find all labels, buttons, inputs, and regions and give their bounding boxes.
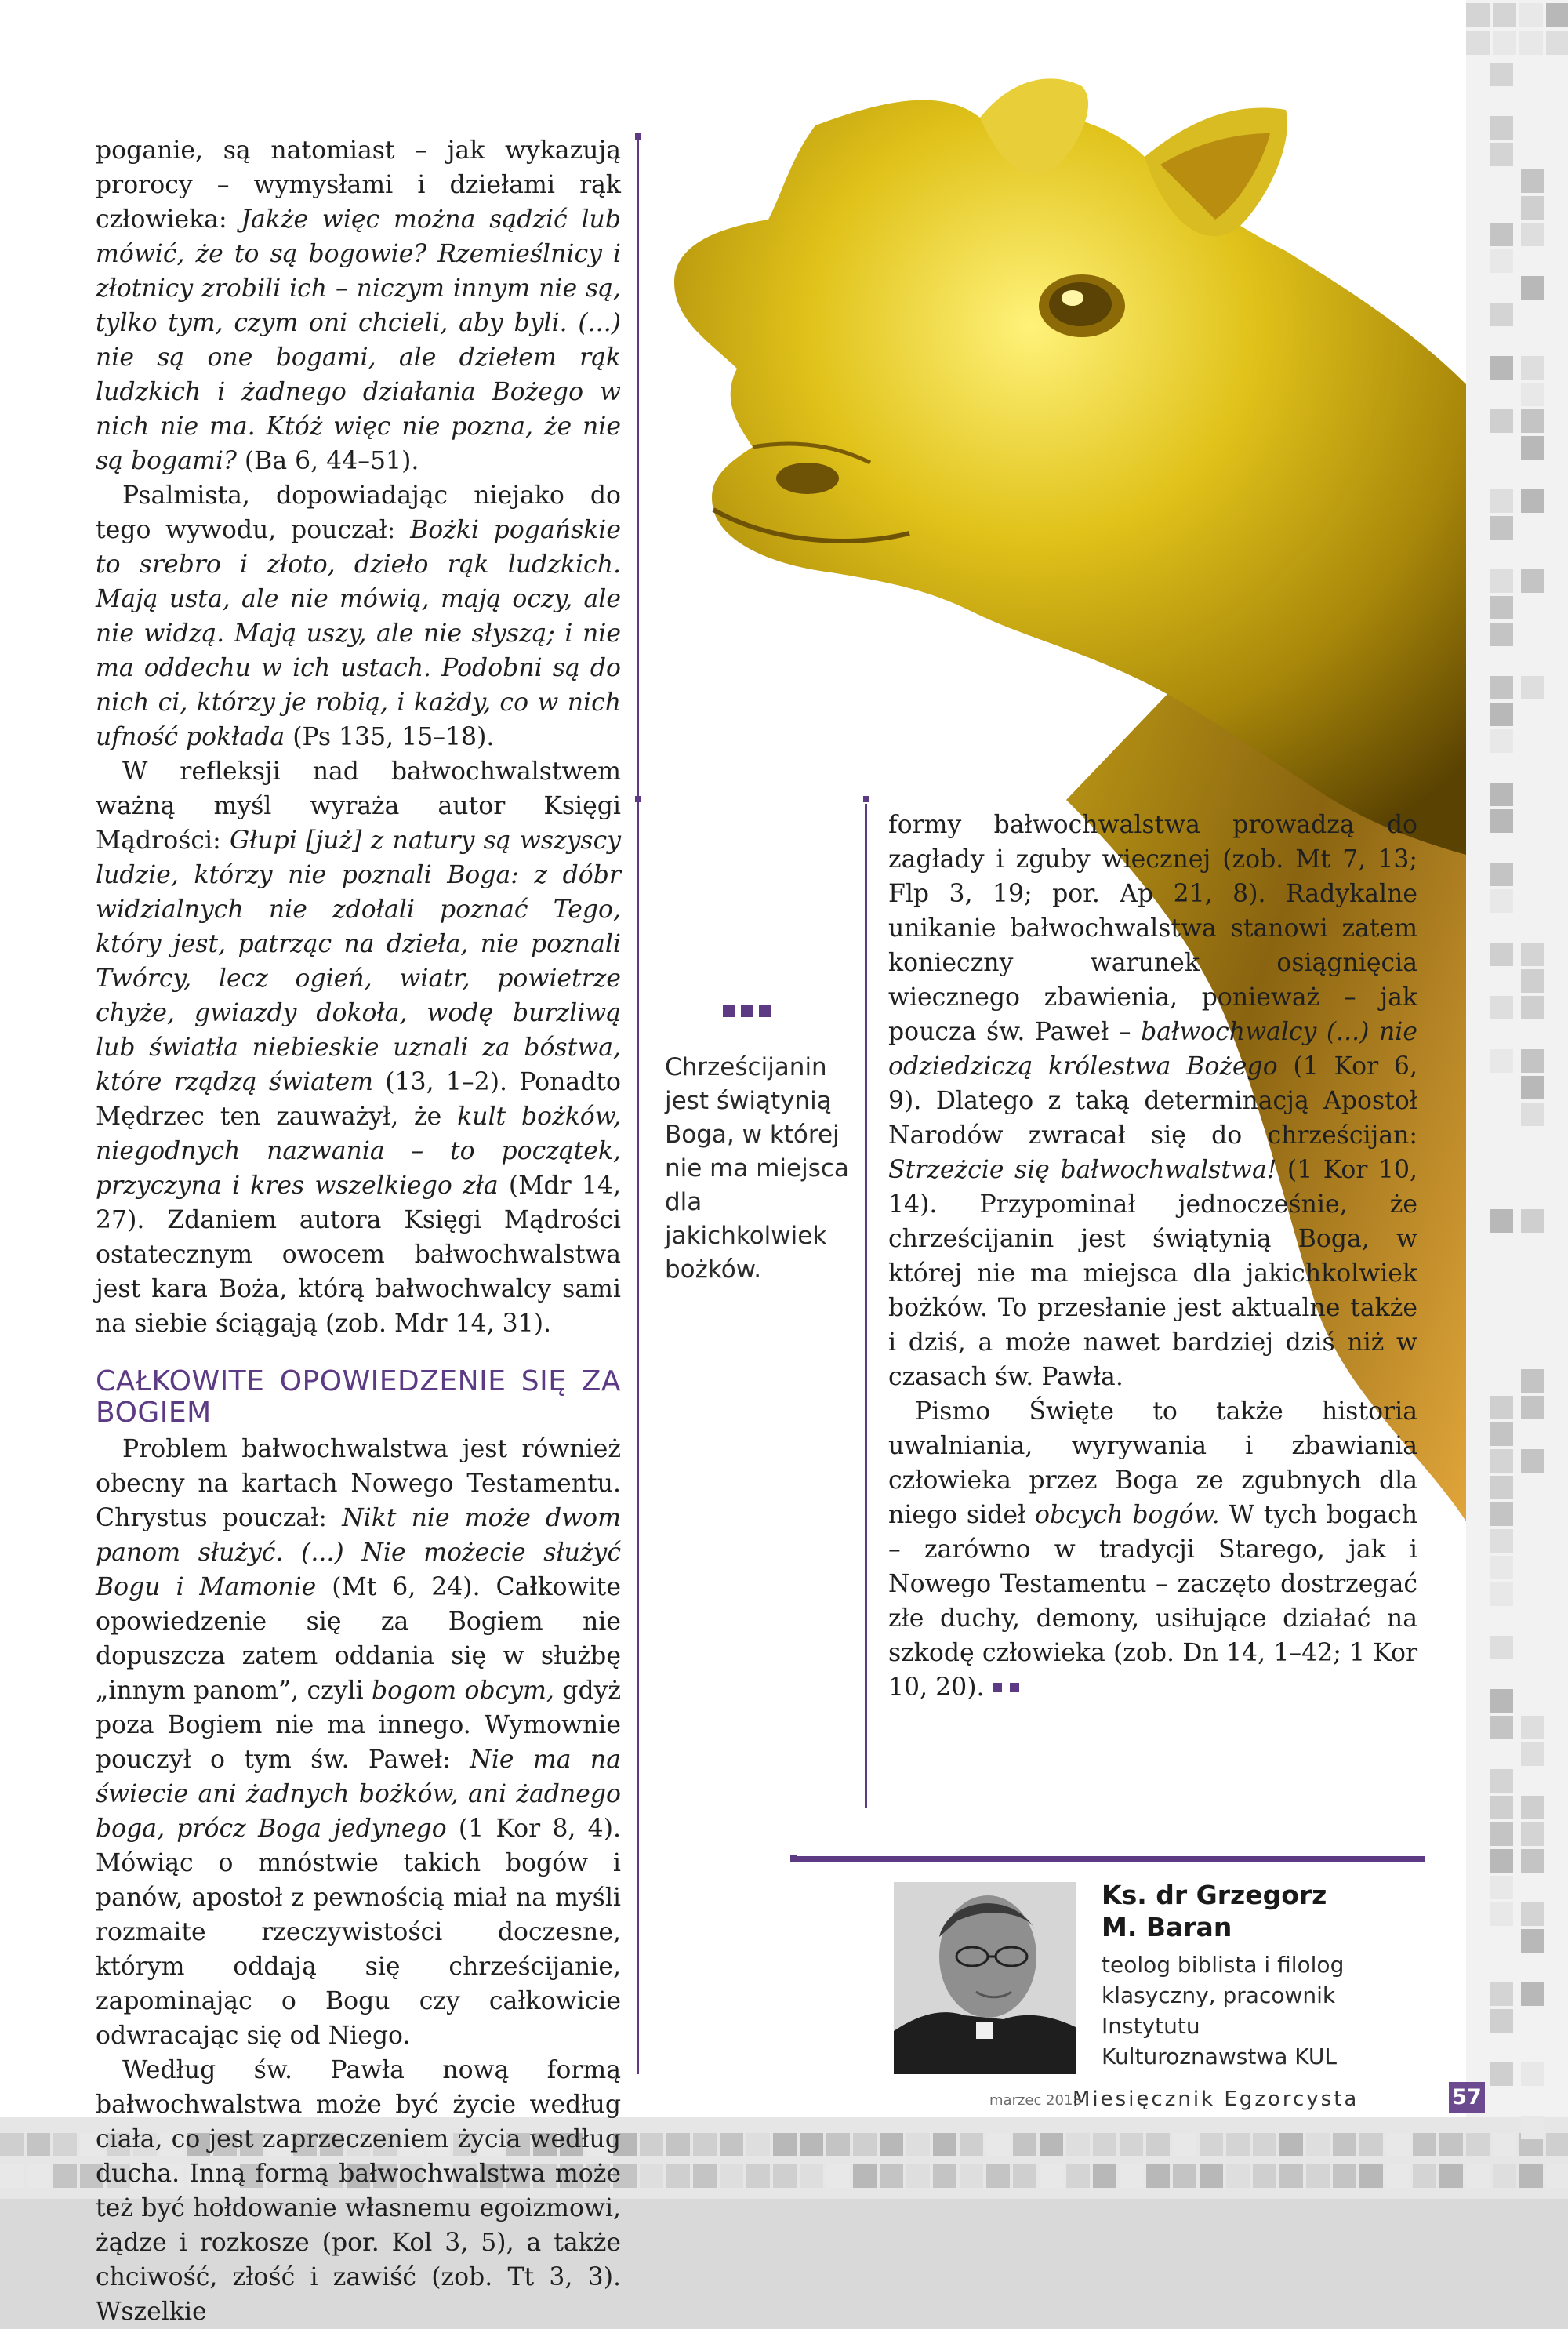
mosaic-tile — [746, 2133, 770, 2156]
mosaic-tile — [1093, 2133, 1116, 2156]
mosaic-tile — [1279, 2164, 1303, 2188]
mosaic-tile — [1490, 783, 1513, 806]
mosaic-tile — [1521, 1209, 1544, 1233]
rule-marker — [635, 133, 641, 140]
mosaic-tile — [1333, 2133, 1356, 2156]
mosaic-tile — [1521, 356, 1544, 380]
mosaic-tile — [1521, 436, 1544, 460]
mosaic-tile — [1386, 2164, 1410, 2188]
mosaic-tile — [1093, 2164, 1116, 2188]
mosaic-tile — [1200, 2164, 1223, 2188]
mosaic-tile — [1521, 1822, 1544, 1846]
mosaic-tile — [1521, 1982, 1544, 2006]
paragraph: Psalmista, dopowiadając niejako do tego wywodu, pouczał: Bożki pogańskie to srebro i złoto, dzieło rąk ludzkich. Mają usta, ale nie mówią, mają oczy, ale nie widzą. Mają uszy, ale nie słyszą; i nie ma oddechu w ich ustach. Podobni są do nich ci, którzy je robią, i każdy, co w nich ufność pokłada (Ps 135, 15–18). — [96, 481, 621, 751]
mosaic-tile — [1066, 2164, 1090, 2188]
author-name: Ks. dr Grzegorz M. Baran — [1102, 1880, 1327, 1942]
mosaic-tile — [1306, 2133, 1330, 2156]
rule-marker — [863, 796, 869, 802]
mosaic-tile — [1493, 3, 1516, 27]
mosaic-tile — [1490, 1476, 1513, 1499]
mosaic-tile — [640, 2133, 663, 2156]
mosaic-tile — [1253, 2133, 1276, 2156]
mosaic-tile — [1521, 276, 1544, 300]
left-column-rule — [637, 137, 639, 2074]
mosaic-tile — [53, 2164, 77, 2188]
mosaic-tile — [1066, 2133, 1090, 2156]
rule-marker — [635, 796, 641, 802]
mosaic-tile — [0, 2133, 24, 2156]
issue-date: marzec 2018 — [989, 2092, 1082, 2109]
mosaic-tile — [53, 2133, 77, 2156]
mosaic-tile — [746, 2164, 770, 2188]
mosaic-tile — [1521, 569, 1544, 593]
mosaic-tile — [773, 2164, 797, 2188]
mosaic-tile — [1490, 356, 1513, 380]
mosaic-tile — [1490, 1636, 1513, 1659]
mosaic-tile — [1490, 409, 1513, 433]
mosaic-tile — [1521, 2062, 1544, 2086]
mosaic-tile — [1490, 1556, 1513, 1579]
paragraph: Problem bałwochwalstwa jest również obecny na kartach Nowego Testamentu. Chrystus pouczał: Nikt nie może dwom panom służyć. (...) Nie możecie służyć Bogu i Mamonie (Mt 6, 24). Całkowite opowiedzenie się za Bogiem nie dopuszcza zatem oddania się w służbę „innym panom”, czyli bogom obcym, gdyż poza Bogiem nie ma innego. Wymownie pouczył o tym św. Paweł: Nie ma na świecie ani żadnych bożków, ani żadnego boga, prócz Boga jedynego (1 Kor 8, 4). Mówiąc o mnóstwie takich bogów i panów, apostoł z pewnością miał na myśli rozmaite rzeczywistości doczesne, którym oddają się chrześcijanie, zapominając o Bogu czy całkowicie odwracając się od Niego. — [96, 1435, 622, 2050]
mosaic-tile — [800, 2133, 823, 2156]
mosaic-tile — [1490, 1422, 1513, 1446]
mosaic-tile — [1359, 2164, 1383, 2188]
mosaic-tile — [1120, 2164, 1143, 2188]
mosaic-tile — [826, 2164, 850, 2188]
mosaic-tile — [1306, 2164, 1330, 2188]
mosaic-tile — [826, 2133, 850, 2156]
mosaic-tile — [720, 2164, 743, 2188]
magazine-title: Miesięcznik Egzorcysta — [1073, 2087, 1359, 2111]
mosaic-tile — [1490, 623, 1513, 646]
mosaic-tile — [1439, 2164, 1463, 2188]
mosaic-tile — [1521, 1449, 1544, 1473]
mosaic-tile — [1359, 2133, 1383, 2156]
mosaic-tile — [1521, 489, 1544, 513]
mosaic-tile — [1466, 31, 1490, 55]
mosaic-tile — [1173, 2133, 1196, 2156]
mosaic-tile — [1490, 1902, 1513, 1926]
author-bio: teolog biblista i filolog klasyczny, pracownik Instytutu Kulturoznawstwa KUL — [1102, 1952, 1345, 2069]
mosaic-tile — [1490, 2062, 1513, 2086]
mosaic-tile — [1521, 2116, 1544, 2139]
mosaic-tile — [1439, 2133, 1463, 2156]
mosaic-tile — [1490, 1049, 1513, 1073]
author-divider — [790, 1856, 1425, 1862]
mosaic-tile — [1493, 2133, 1516, 2156]
mosaic-tile — [1490, 1529, 1513, 1553]
mosaic-tile — [1490, 1982, 1513, 2006]
mosaic-tile — [1490, 1796, 1513, 1819]
page-number: 57 — [1449, 2082, 1485, 2113]
paragraph: poganie, są natomiast – jak wykazują prorocy – wymysłami i dziełami rąk człowieka: Jakże więc można sądzić lub mówić, że to są bogowie? Rzemieślnicy i złotnicy zrobili ich – niczym innym nie są, tylko tym, czym oni chcieli, aby byli. (...) nie są one bogami, ale dziełem rąk ludzkich i żadnego działania Bożego w nich nie ma. Któż więc nie pozna, że nie są bogami? (Ba 6, 44–51). — [96, 136, 622, 475]
mosaic-tile — [1521, 996, 1544, 1019]
mosaic-tile — [1546, 2164, 1568, 2188]
mosaic-tile — [1386, 2133, 1410, 2156]
end-mark — [1010, 1683, 1019, 1692]
mosaic-tile — [1521, 223, 1544, 246]
mosaic-tile — [1490, 1822, 1513, 1846]
mosaic-tile — [1200, 2133, 1223, 2156]
mosaic-tile — [1519, 31, 1543, 55]
mosaic-tile — [1120, 2133, 1143, 2156]
mosaic-tile — [1519, 2164, 1543, 2188]
mosaic-tile — [1521, 676, 1544, 699]
mosaic-tile — [1521, 1742, 1544, 1766]
mosaic-tile — [1413, 2164, 1436, 2188]
mosaic-tile — [1333, 2164, 1356, 2188]
mosaic-tile — [666, 2133, 690, 2156]
mosaic-tile — [1490, 676, 1513, 699]
mosaic-tile — [693, 2164, 717, 2188]
mosaic-tile — [1146, 2133, 1170, 2156]
mosaic-tile — [1490, 116, 1513, 140]
mosaic-tile — [1521, 409, 1544, 433]
mosaic-tile — [1466, 2164, 1490, 2188]
section-heading: CAŁKOWITE OPOWIEDZENIE SIĘ ZA BOGIEM — [96, 1365, 621, 1429]
mosaic-tile — [1521, 1076, 1544, 1099]
mosaic-tile — [773, 2133, 797, 2156]
mosaic-tile — [0, 2164, 24, 2188]
mosaic-tile — [1490, 489, 1513, 513]
mosaic-tile — [1490, 1689, 1513, 1713]
mosaic-tile — [1546, 3, 1568, 27]
mosaic-tile — [906, 2133, 930, 2156]
mosaic-tile — [1546, 2133, 1568, 2156]
mosaic-tile — [1521, 1849, 1544, 1873]
mosaic-tile — [1466, 3, 1490, 27]
right-mosaic-border — [1466, 0, 1568, 2199]
mosaic-tile — [986, 2133, 1010, 2156]
mosaic-tile — [1490, 996, 1513, 1019]
mosaic-tile — [1521, 1796, 1544, 1819]
mosaic-tile — [986, 2164, 1010, 2188]
mosaic-tile — [1173, 2164, 1196, 2188]
mosaic-tile — [1013, 2164, 1036, 2188]
mosaic-tile — [27, 2164, 50, 2188]
mosaic-tile — [1546, 31, 1568, 55]
pullquote-marker — [759, 1005, 771, 1017]
mosaic-tile — [1521, 1929, 1544, 1953]
mosaic-tile — [1490, 809, 1513, 833]
mosaic-tile — [960, 2133, 983, 2156]
author-photo — [894, 1882, 1076, 2074]
mosaic-tile — [1521, 1396, 1544, 1419]
mosaic-tile — [853, 2164, 877, 2188]
mosaic-tile — [1490, 143, 1513, 166]
paragraph: Według św. Pawła nową formą bałwochwalstwa może być życie według ciała, co jest zaprzeczeniem życia według ducha. Inną formą bałwochwalstwa może też być hołdowanie własnemu egoizmowi, żądze i rozkosze (por. Kol 3, 5), a także chciwość, złość i zawiść (zob. Tt 3, 3). Wszelkie — [96, 2056, 621, 2326]
mosaic-tile — [1490, 1396, 1513, 1419]
mosaic-tile — [1521, 196, 1544, 220]
mosaic-tile — [1521, 943, 1544, 966]
mosaic-tile — [1490, 1716, 1513, 1739]
mosaic-tile — [853, 2133, 877, 2156]
mosaic-tile — [1493, 2164, 1516, 2188]
mosaic-tile — [1490, 1582, 1513, 1606]
mosaic-tile — [1040, 2164, 1063, 2188]
mosaic-tile — [1279, 2133, 1303, 2156]
mosaic-tile — [1413, 2133, 1436, 2156]
mosaic-tile — [693, 2133, 717, 2156]
mosaic-tile — [1493, 31, 1516, 55]
mosaic-tile — [1490, 63, 1513, 86]
pullquote-marker — [723, 1005, 735, 1017]
end-mark — [993, 1683, 1002, 1692]
mosaic-tile — [1490, 703, 1513, 726]
mosaic-tile — [1521, 383, 1544, 406]
paragraph: formy bałwochwalstwa prowadzą do zagłady i zguby wiecznej (zob. Mt 7, 13; Flp 3, 19; por. Ap 21, 8). Radykalne unikanie bałwochwalstwa stanowi zatem konieczny warunek osiągnięcia wiecznego zbawienia, ponieważ – jak poucza św. Paweł – bałwochwalcy (...) nie odziedziczą królestwa Bożego (1 Kor 6, 9). Dlatego z taką determinacją Apostoł Narodów zwracał się do chrześcijan: Strzeżcie się bałwochwalstwa! (1 Kor 10, 14). Przypominał jednocześnie, że chrześcijanin jest świątynią Boga, w której nie ma miejsca dla jakichkolwiek bożków. To przesłanie jest aktualne także i dziś, a może nawet bardziej dziś niż w czasach św. Pawła. — [888, 811, 1418, 1391]
mosaic-tile — [640, 2164, 663, 2188]
mosaic-tile — [933, 2133, 956, 2156]
mosaic-tile — [1490, 1502, 1513, 1526]
mosaic-tile — [1490, 2009, 1513, 2033]
mosaic-tile — [1490, 1849, 1513, 1873]
mosaic-tile — [1490, 729, 1513, 753]
mosaic-tile — [1490, 596, 1513, 619]
paragraph: W refleksji nad bałwochwalstwem ważną myśl wyraża autor Księgi Mądrości: Głupi [już] z natury są wszyscy ludzie, którzy nie poznali Boga: z dóbr widzialnych nie zdołali poznać Tego, który jest, patrząc na dzieła, nie poznali Twórcy, lecz ogień, wiatr, powietrze chyże, gwiazdy dokoła, wodę burzliwą lub światła niebieskie uznali za bóstwa, które rządzą światem (13, 1–2). Ponadto Mędrzec ten zauważył, że kult bożków, niegodnych nazwania – to początek, przyczyna i kres wszelkiego zła (Mdr 14, 27). Zdaniem autora Księgi Mądrości ostatecznym owocem bałwochwalstwa jest kara Boża, którą bałwochwalcy sami na siebie ściągają (zob. Mdr 14, 31). — [96, 758, 622, 1338]
mosaic-tile — [1521, 1716, 1544, 1739]
pullquote: Chrześcijanin jest świątynią Boga, w której nie ma miejsca dla jakichkolwiek bożków. — [665, 1053, 849, 1284]
mosaic-tile — [1490, 863, 1513, 886]
mosaic-tile — [1490, 516, 1513, 540]
mosaic-tile — [1146, 2164, 1170, 2188]
mosaic-tile — [666, 2164, 690, 2188]
mosaic-tile — [1253, 2164, 1276, 2188]
mosaic-tile — [880, 2133, 903, 2156]
mosaic-tile — [27, 2133, 50, 2156]
mosaic-tile — [1519, 3, 1543, 27]
right-column-rule — [865, 804, 867, 1808]
mosaic-tile — [1226, 2164, 1250, 2188]
mosaic-tile — [1521, 969, 1544, 993]
mosaic-tile — [1490, 303, 1513, 326]
mosaic-tile — [1013, 2133, 1036, 2156]
mosaic-tile — [1490, 223, 1513, 246]
mosaic-tile — [800, 2164, 823, 2188]
mosaic-tile — [1490, 249, 1513, 273]
rule-marker — [790, 1855, 797, 1862]
mosaic-tile — [1490, 1769, 1513, 1793]
mosaic-tile — [1226, 2133, 1250, 2156]
left-column — [96, 133, 621, 2329]
mosaic-tile — [1490, 943, 1513, 966]
mosaic-tile — [1521, 1369, 1544, 1393]
paragraph: Pismo Święte to także historia uwalniania, wyrywania i zbawiania człowieka przez Boga ze zgubnych dla niego sideł obcych bogów. W tych bogach – zarówno w tradycji Starego, jak i Nowego Testamentu – zaczęto dostrzegać złe duchy, demony, usiłujące działać na szkodę człowieka (zob. Dn 14, 1–42; 1 Kor 10, 20). — [888, 1397, 1417, 1702]
mosaic-tile — [1521, 1902, 1544, 1926]
mosaic-tile — [1466, 2133, 1490, 2156]
mosaic-tile — [1490, 1449, 1513, 1473]
mosaic-tile — [1490, 1209, 1513, 1233]
mosaic-tile — [1490, 1876, 1513, 1899]
right-column — [888, 808, 1417, 1705]
mosaic-tile — [1490, 889, 1513, 913]
mosaic-tile — [1490, 569, 1513, 593]
mosaic-tile — [880, 2164, 903, 2188]
mosaic-tile — [720, 2133, 743, 2156]
mosaic-tile — [1040, 2133, 1063, 2156]
mosaic-tile — [1521, 169, 1544, 193]
mosaic-tile — [960, 2164, 983, 2188]
mosaic-tile — [1521, 1103, 1544, 1126]
pullquote-marker — [741, 1005, 753, 1017]
mosaic-tile — [906, 2164, 930, 2188]
mosaic-tile — [1521, 1049, 1544, 1073]
mosaic-tile — [933, 2164, 956, 2188]
